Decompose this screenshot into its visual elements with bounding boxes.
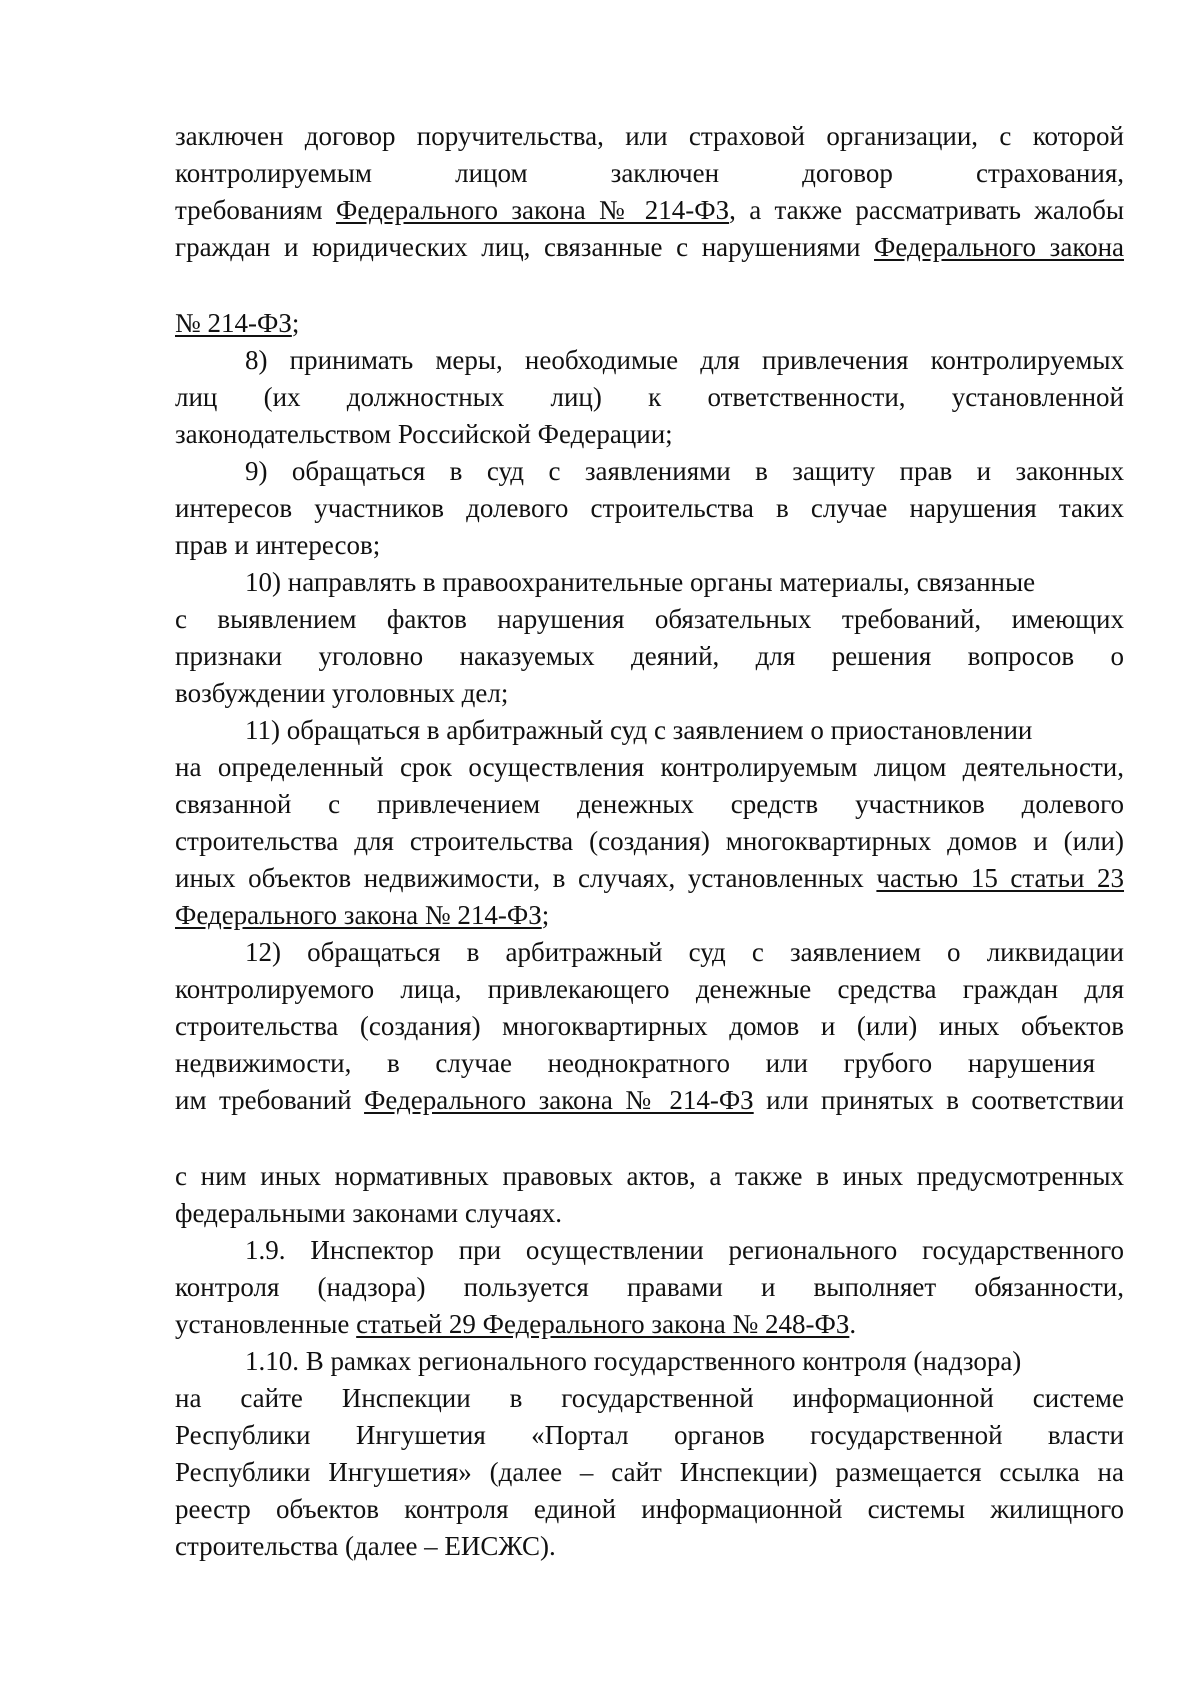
line-text: реестр объектов контроля единой информационной системы жилищного — [175, 1494, 1124, 1524]
line-text: , а также рассматривать жалобы — [729, 195, 1124, 225]
line-text: . — [849, 1309, 857, 1339]
text-line — [175, 601, 1124, 637]
text-line — [175, 1491, 1124, 1527]
law-link[interactable]: статьей 29 Федерального закона № 248-ФЗ — [356, 1309, 850, 1339]
line-text: на определенный срок осуществления контролируемым лицом деятельности, — [175, 752, 1124, 782]
law-link[interactable]: Федерального закона № 214-ФЗ — [335, 195, 730, 225]
line-text: с выявлением фактов нарушения обязательных требований, имеющих — [175, 604, 1124, 634]
paragraph-start-10 — [245, 564, 1124, 600]
text-line — [175, 305, 1124, 341]
text-line — [175, 192, 1124, 228]
line-text: 8) принимать меры, необходимые для привлечения контролируемых — [245, 345, 1124, 375]
line-text: федеральными законами случаях. — [175, 1198, 563, 1228]
line-text: лиц (их должностных лиц) к ответственности, установленной — [175, 382, 1124, 412]
text-line — [175, 823, 1124, 859]
line-text: граждан и юридических лиц, связанные с нарушениями — [175, 232, 875, 262]
text-line — [175, 1269, 1124, 1305]
text-line — [175, 749, 1124, 785]
text-line — [175, 118, 1124, 154]
line-text: Республики Ингушетия «Портал органов государственной власти — [175, 1420, 1124, 1450]
line-text: или принятых в соответствии — [753, 1085, 1124, 1115]
line-text: им требований — [175, 1085, 365, 1115]
line-text: 9) обращаться в суд с заявлениями в защиту прав и законных — [245, 456, 1124, 486]
text-line — [175, 229, 1124, 265]
line-text: 1.10. В рамках регионального государственного контроля (надзора) — [245, 1346, 1022, 1376]
text-line — [175, 490, 1124, 526]
line-text: требованиям — [175, 195, 336, 225]
line-text: признаки уголовно наказуемых деяний, для решения вопросов о — [175, 641, 1124, 671]
text-line — [175, 1045, 1095, 1081]
paragraph-start-9 — [245, 453, 1124, 489]
paragraph-start-1-10 — [245, 1343, 1124, 1379]
line-text: с ним иных нормативных правовых актов, а также в иных предусмотренных — [175, 1161, 1124, 1191]
law-link[interactable]: Федерального закона — [874, 232, 1124, 262]
text-line — [175, 971, 1124, 1007]
law-link[interactable]: № 214-ФЗ — [175, 308, 292, 338]
text-line — [175, 155, 1124, 191]
text-line — [175, 1306, 1124, 1342]
text-line — [175, 786, 1124, 822]
line-text: контролируемым лицом заключен договор страхования, — [175, 158, 1124, 188]
line-text: иных объектов недвижимости, в случаях, установленных — [175, 863, 877, 893]
law-link[interactable]: Федерального закона № 214-ФЗ — [364, 1085, 754, 1115]
text-line — [175, 1008, 1124, 1044]
line-text: Республики Ингушетия» (далее – сайт Инспекции) размещается ссылка на — [175, 1457, 1124, 1487]
line-text: законодательством Российской Федерации; — [175, 419, 673, 449]
line-text: строительства (далее – ЕИСЖС). — [175, 1531, 556, 1561]
line-text: связанной с привлечением денежных средств участников долевого — [175, 789, 1124, 819]
text-line — [175, 1417, 1124, 1453]
paragraph-start-8 — [245, 342, 1124, 378]
line-text: 12) обращаться в арбитражный суд с заявлением о ликвидации — [245, 937, 1124, 967]
text-line — [175, 860, 1124, 896]
line-text: заключен договор поручительства, или страховой организации, с которой — [175, 121, 1124, 151]
text-line — [175, 1195, 1124, 1231]
text-line — [175, 379, 1124, 415]
line-text: строительства для строительства (создания) многоквартирных домов и (или) — [175, 826, 1124, 856]
law-link[interactable]: частью 15 статьи 23 — [876, 863, 1125, 893]
text-line — [175, 638, 1124, 674]
text-line — [175, 1158, 1124, 1194]
line-text: недвижимости, в случае неоднократного или грубого нарушения — [175, 1048, 1095, 1078]
text-line — [175, 416, 1124, 452]
text-line — [175, 527, 1124, 563]
line-text: ; — [541, 900, 550, 930]
line-text: 11) обращаться в арбитражный суд с заявлением о приостановлении — [245, 715, 1033, 745]
text-line — [175, 897, 1124, 933]
line-text: установленные — [175, 1309, 357, 1339]
line-text: 10) направлять в правоохранительные органы материалы, связанные — [245, 567, 1036, 597]
line-text: прав и интересов; — [175, 530, 381, 560]
text-line — [175, 675, 1124, 711]
line-text: строительства (создания) многоквартирных домов и (или) иных объектов — [175, 1011, 1124, 1041]
paragraph-start-1-9 — [245, 1232, 1124, 1268]
text-line — [175, 1380, 1124, 1416]
line-text: возбуждении уголовных дел; — [175, 678, 509, 708]
paragraph-start-12 — [245, 934, 1124, 970]
text-line — [175, 1454, 1124, 1490]
line-text: 1.9. Инспектор при осуществлении регионального государственного — [245, 1235, 1124, 1265]
line-text: на сайте Инспекции в государственной информационной системе — [175, 1383, 1124, 1413]
line-text: ; — [291, 308, 300, 338]
line-text: контролируемого лица, привлекающего денежные средства граждан для — [175, 974, 1124, 1004]
line-text: интересов участников долевого строительства в случае нарушения таких — [175, 493, 1124, 523]
law-link[interactable]: Федерального закона № 214-ФЗ — [175, 900, 542, 930]
paragraph-start-11 — [245, 712, 1124, 748]
text-line — [175, 1082, 1124, 1118]
text-line — [175, 1528, 1124, 1564]
line-text: контроля (надзора) пользуется правами и выполняет обязанности, — [175, 1272, 1124, 1302]
